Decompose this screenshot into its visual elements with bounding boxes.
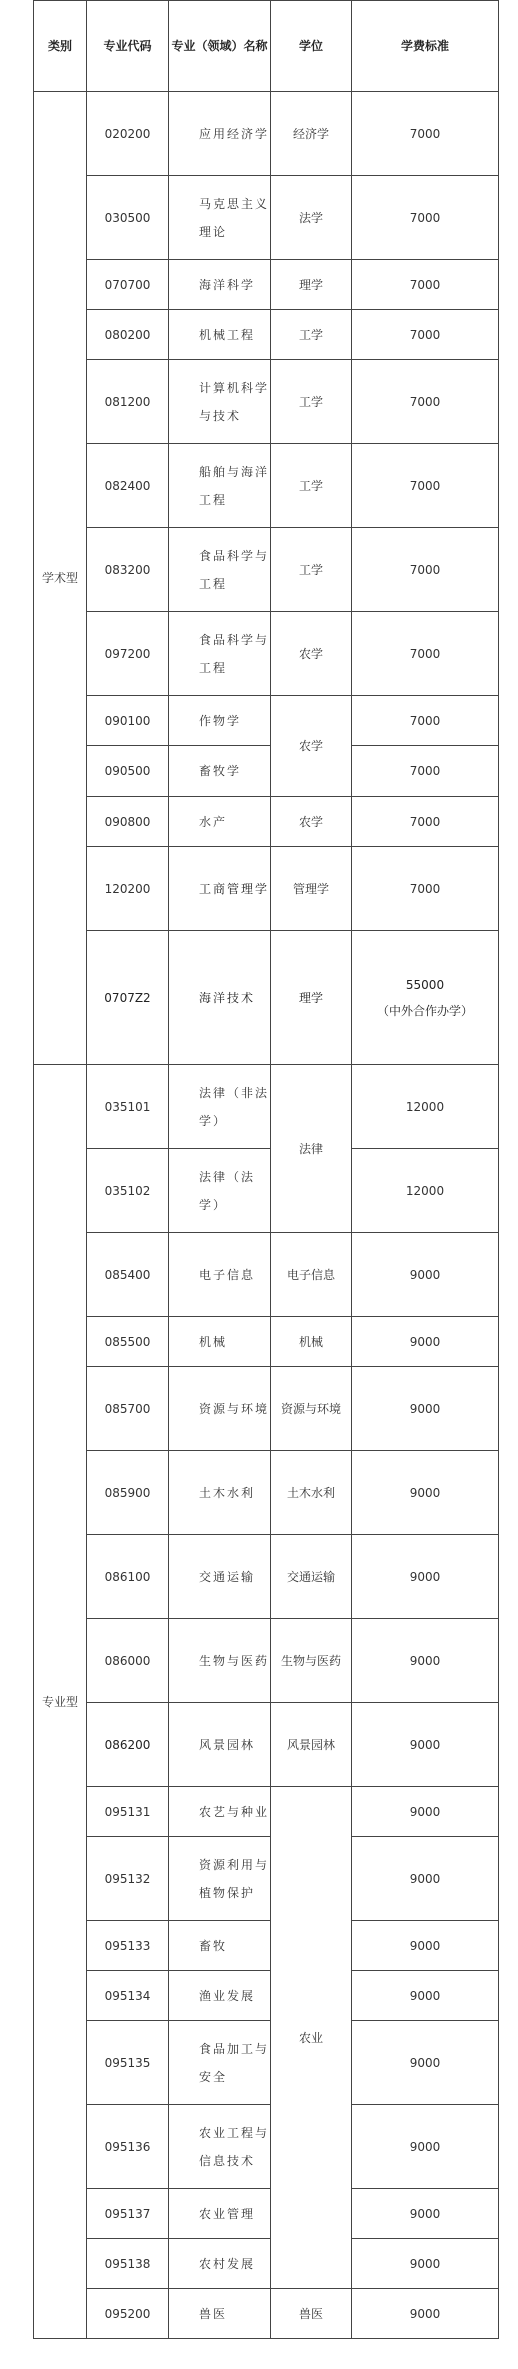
row-name: 兽医 — [169, 2289, 271, 2339]
table-row — [34, 1787, 499, 1837]
row-fee: 7000 — [352, 360, 499, 444]
row-degree: 工学 — [271, 528, 352, 612]
row-fee: 7000 — [352, 310, 499, 360]
row-name: 法律（法学） — [169, 1149, 271, 1233]
table-row — [34, 1149, 499, 1233]
row-code: 095137 — [87, 2189, 169, 2239]
header-code: 专业代码 — [87, 1, 169, 92]
row-code: 095200 — [87, 2289, 169, 2339]
table-row — [34, 176, 499, 260]
table-row — [34, 92, 499, 176]
row-fee: 9000 — [352, 2105, 499, 2189]
row-fee: 9000 — [352, 1837, 499, 1921]
table-row — [34, 260, 499, 310]
row-degree: 农学 — [271, 612, 352, 696]
row-code: 020200 — [87, 92, 169, 176]
row-code: 086100 — [87, 1535, 169, 1619]
row-degree: 农业 — [271, 1787, 352, 2289]
row-fee: 7000 — [352, 847, 499, 931]
table-row — [34, 444, 499, 528]
row-fee: 9000 — [352, 1535, 499, 1619]
row-degree: 农学 — [271, 696, 352, 797]
table-row — [34, 360, 499, 444]
row-name: 交通运输 — [169, 1535, 271, 1619]
row-name: 食品加工与安全 — [169, 2021, 271, 2105]
row-fee: 9000 — [352, 2021, 499, 2105]
row-code: 097200 — [87, 612, 169, 696]
row-code: 086200 — [87, 1703, 169, 1787]
row-fee: 9000 — [352, 2189, 499, 2239]
table-row — [34, 696, 499, 746]
row-code: 081200 — [87, 360, 169, 444]
row-name: 农村发展 — [169, 2239, 271, 2289]
table-row — [34, 797, 499, 847]
row-fee: 9000 — [352, 1619, 499, 1703]
row-code: 082400 — [87, 444, 169, 528]
row-name: 生物与医药 — [169, 1619, 271, 1703]
row-name: 农业工程与信息技术 — [169, 2105, 271, 2189]
table-row — [34, 2105, 499, 2189]
row-code: 090500 — [87, 746, 169, 797]
table-row — [34, 1367, 499, 1451]
row-name: 应用经济学 — [169, 92, 271, 176]
table-row — [34, 1703, 499, 1787]
row-fee: 9000 — [352, 1317, 499, 1367]
row-code: 090100 — [87, 696, 169, 746]
table-row — [34, 2289, 499, 2339]
table-row — [34, 931, 499, 1065]
row-code: 090800 — [87, 797, 169, 847]
row-degree: 管理学 — [271, 847, 352, 931]
row-name: 船舶与海洋工程 — [169, 444, 271, 528]
row-fee: 9000 — [352, 1233, 499, 1317]
row-code: 095136 — [87, 2105, 169, 2189]
row-name: 工商管理学 — [169, 847, 271, 931]
row-fee: 9000 — [352, 2289, 499, 2339]
row-code: 085500 — [87, 1317, 169, 1367]
row-fee: 7000 — [352, 797, 499, 847]
row-degree: 生物与医药 — [271, 1619, 352, 1703]
row-degree: 机械 — [271, 1317, 352, 1367]
row-name: 作物学 — [169, 696, 271, 746]
table-row — [34, 1317, 499, 1367]
row-fee: 7000 — [352, 92, 499, 176]
row-name: 畜牧 — [169, 1921, 271, 1971]
row-fee: 7000 — [352, 260, 499, 310]
row-degree: 资源与环境 — [271, 1367, 352, 1451]
row-degree: 工学 — [271, 444, 352, 528]
row-name: 海洋科学 — [169, 260, 271, 310]
table-row — [34, 310, 499, 360]
tuition-table — [33, 0, 499, 2339]
row-fee: 7000 — [352, 612, 499, 696]
group-professional: 专业型 — [34, 1065, 87, 2339]
row-name: 电子信息 — [169, 1233, 271, 1317]
row-code: 095133 — [87, 1921, 169, 1971]
row-code: 086000 — [87, 1619, 169, 1703]
table-row — [34, 1971, 499, 2021]
group-academic: 学术型 — [34, 92, 87, 1065]
row-code: 095135 — [87, 2021, 169, 2105]
table-row — [34, 2239, 499, 2289]
header-category: 类别 — [34, 1, 87, 92]
row-code: 085700 — [87, 1367, 169, 1451]
row-fee: 12000 — [352, 1149, 499, 1233]
row-name: 土木水利 — [169, 1451, 271, 1535]
table-row — [34, 1619, 499, 1703]
row-name: 海洋技术 — [169, 931, 271, 1065]
row-name: 机械 — [169, 1317, 271, 1367]
table-row — [34, 847, 499, 931]
row-code: 085400 — [87, 1233, 169, 1317]
row-code: 095132 — [87, 1837, 169, 1921]
table-row — [34, 2189, 499, 2239]
row-fee: 7000 — [352, 696, 499, 746]
row-degree: 兽医 — [271, 2289, 352, 2339]
table-row — [34, 2021, 499, 2105]
row-code: 035102 — [87, 1149, 169, 1233]
table-row — [34, 1451, 499, 1535]
row-fee: 7000 — [352, 746, 499, 797]
row-fee: 9000 — [352, 1703, 499, 1787]
row-fee: 9000 — [352, 1921, 499, 1971]
row-degree: 法学 — [271, 176, 352, 260]
row-code: 095131 — [87, 1787, 169, 1837]
row-fee: 9000 — [352, 1971, 499, 2021]
row-fee: 7000 — [352, 176, 499, 260]
row-degree: 农学 — [271, 797, 352, 847]
row-code: 085900 — [87, 1451, 169, 1535]
row-degree: 经济学 — [271, 92, 352, 176]
row-name: 畜牧学 — [169, 746, 271, 797]
row-code: 080200 — [87, 310, 169, 360]
row-name: 资源利用与植物保护 — [169, 1837, 271, 1921]
row-fee: 9000 — [352, 1787, 499, 1837]
row-code: 083200 — [87, 528, 169, 612]
row-name: 法律（非法学） — [169, 1065, 271, 1149]
row-degree: 风景园林 — [271, 1703, 352, 1787]
row-name: 食品科学与工程 — [169, 612, 271, 696]
row-name: 渔业发展 — [169, 1971, 271, 2021]
row-fee: 7000 — [352, 528, 499, 612]
header-name: 专业（领域）名称 — [169, 1, 271, 92]
table-row — [34, 528, 499, 612]
header-degree: 学位 — [271, 1, 352, 92]
table-row — [34, 1921, 499, 1971]
table-row — [34, 1233, 499, 1317]
row-fee — [352, 931, 499, 1065]
row-code: 070700 — [87, 260, 169, 310]
row-degree: 理学 — [271, 260, 352, 310]
table-row — [34, 612, 499, 696]
row-name: 风景园林 — [169, 1703, 271, 1787]
table-row — [34, 1535, 499, 1619]
row-name: 资源与环境 — [169, 1367, 271, 1451]
row-degree: 电子信息 — [271, 1233, 352, 1317]
fee-note: （中外合作办学） — [376, 1003, 473, 1018]
row-name: 机械工程 — [169, 310, 271, 360]
row-fee: 7000 — [352, 444, 499, 528]
row-code: 095134 — [87, 1971, 169, 2021]
row-name: 计算机科学与技术 — [169, 360, 271, 444]
row-name: 食品科学与工程 — [169, 528, 271, 612]
row-code: 095138 — [87, 2239, 169, 2289]
row-name: 水产 — [169, 797, 271, 847]
header-row — [34, 1, 499, 92]
header-fee: 学费标准 — [352, 1, 499, 92]
row-fee: 12000 — [352, 1065, 499, 1149]
row-fee: 9000 — [352, 1451, 499, 1535]
row-code: 0707Z2 — [87, 931, 169, 1065]
row-code: 120200 — [87, 847, 169, 931]
fee-value: 55000 — [405, 977, 445, 992]
row-degree: 工学 — [271, 360, 352, 444]
row-degree: 土木水利 — [271, 1451, 352, 1535]
row-name: 农业管理 — [169, 2189, 271, 2239]
table-row — [34, 1837, 499, 1921]
row-name: 农艺与种业 — [169, 1787, 271, 1837]
row-fee: 9000 — [352, 2239, 499, 2289]
row-degree: 理学 — [271, 931, 352, 1065]
table-row — [34, 1065, 499, 1149]
row-degree: 法律 — [271, 1065, 352, 1233]
table-row — [34, 746, 499, 797]
row-degree: 工学 — [271, 310, 352, 360]
row-name: 马克思主义理论 — [169, 176, 271, 260]
row-fee: 9000 — [352, 1367, 499, 1451]
row-code: 030500 — [87, 176, 169, 260]
row-degree: 交通运输 — [271, 1535, 352, 1619]
row-code: 035101 — [87, 1065, 169, 1149]
